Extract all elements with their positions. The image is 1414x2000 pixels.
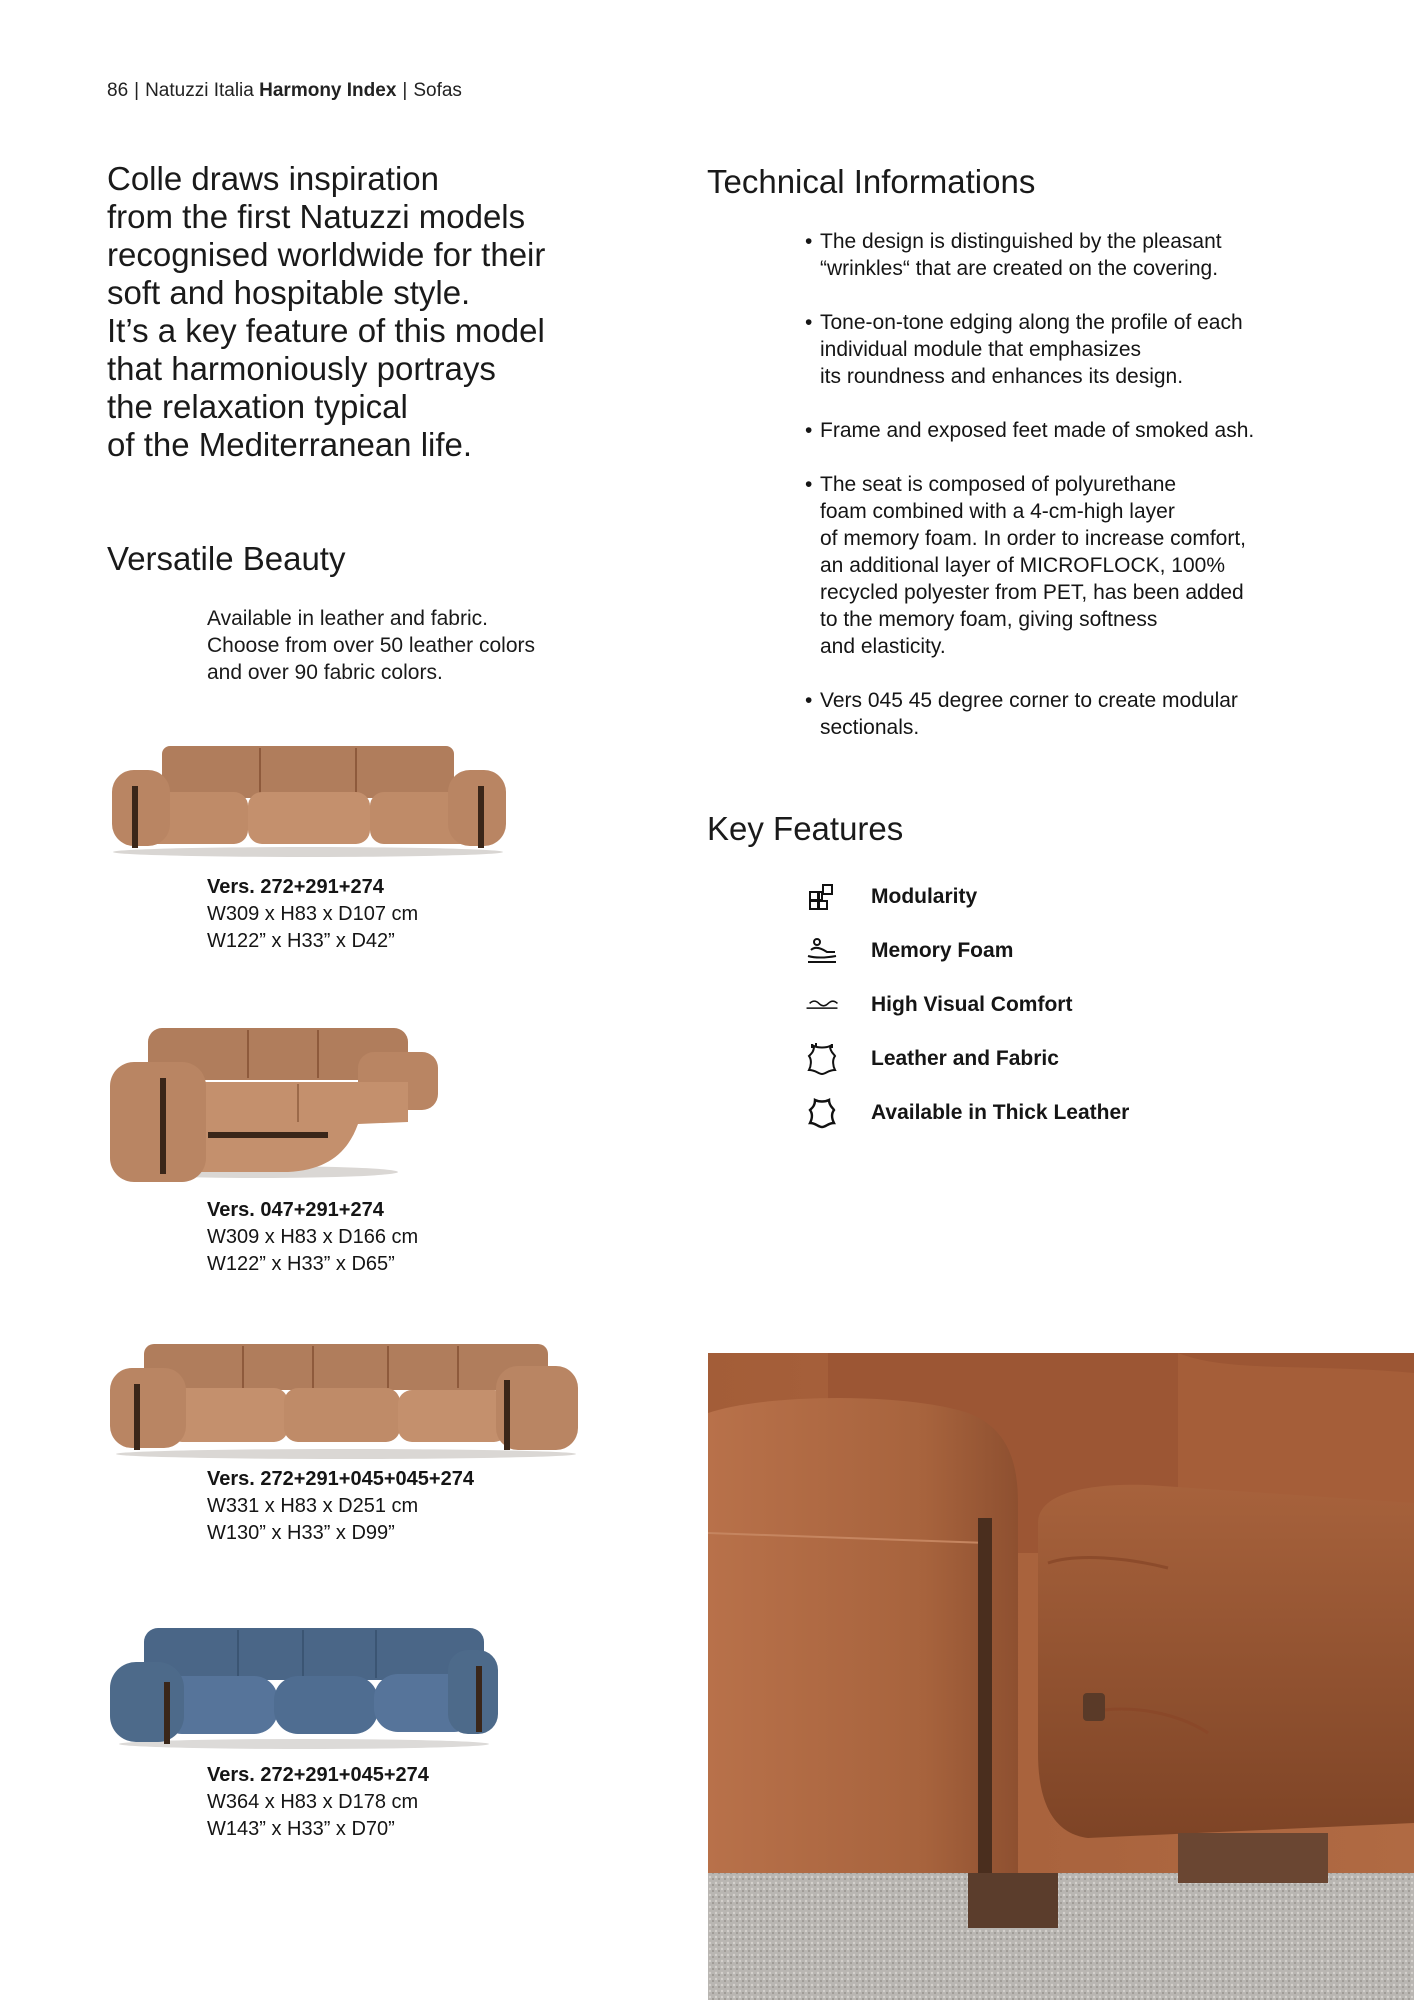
intro-line: Colle draws inspiration bbox=[107, 160, 439, 197]
feature-label: Modularity bbox=[871, 885, 978, 908]
bullet-line: of memory foam. In order to increase comfort, bbox=[820, 527, 1246, 550]
leather-fabric-icon bbox=[805, 1042, 839, 1076]
publication-name: Harmony Index bbox=[259, 80, 397, 101]
version-dimensions-metric: W309 x H83 x D166 cm bbox=[207, 1226, 419, 1248]
bullet-line: • The seat is composed of polyurethane bbox=[820, 473, 1177, 496]
feature-label: Leather and Fabric bbox=[871, 1047, 1059, 1070]
version-dimensions-imperial: W130” x H33” x D99” bbox=[207, 1522, 395, 1544]
feature-item bbox=[805, 1032, 1129, 1086]
feature-label: Available in Thick Leather bbox=[871, 1101, 1130, 1124]
version-title: Vers. 047+291+274 bbox=[207, 1199, 384, 1221]
visual-comfort-icon bbox=[805, 988, 839, 1022]
bullet-line: and elasticity. bbox=[820, 635, 946, 658]
feature-item bbox=[805, 978, 1129, 1032]
version-spec-2 bbox=[207, 1197, 418, 1278]
technical-bullet bbox=[805, 687, 1285, 741]
version-dimensions-imperial: W143” x H33” x D70” bbox=[207, 1818, 395, 1840]
technical-bullet bbox=[805, 471, 1285, 660]
page-number: 86 bbox=[107, 80, 129, 101]
version-dimensions-imperial: W122” x H33” x D42” bbox=[207, 930, 395, 952]
bullet-line: recycled polyester from PET, has been added bbox=[820, 581, 1244, 604]
modularity-icon bbox=[805, 880, 839, 914]
memory-foam-icon bbox=[805, 934, 839, 968]
bullet-line: • The design is distinguished by the pleasant bbox=[820, 230, 1222, 253]
intro-line: of the Mediterranean life. bbox=[107, 426, 473, 463]
key-features-list bbox=[805, 870, 1129, 1140]
version-title: Vers. 272+291+045+274 bbox=[207, 1764, 429, 1786]
versatile-text bbox=[207, 605, 535, 686]
version-spec-4 bbox=[207, 1762, 429, 1843]
key-features-title: Key Features bbox=[707, 810, 904, 847]
intro-text bbox=[107, 160, 667, 464]
sofa-image-blue-fabric bbox=[108, 1622, 500, 1752]
version-spec-3 bbox=[207, 1466, 474, 1547]
sofa-image-chaise bbox=[108, 1022, 448, 1182]
intro-line: the relaxation typical bbox=[107, 388, 408, 425]
section-name: Sofas bbox=[413, 80, 462, 101]
feature-item bbox=[805, 1086, 1129, 1140]
feature-label: Memory Foam bbox=[871, 939, 1014, 962]
feature-item bbox=[805, 870, 1129, 924]
sofa-closeup-photo bbox=[708, 1353, 1414, 2000]
brand-name: Natuzzi Italia bbox=[145, 80, 254, 101]
intro-line: that harmoniously portrays bbox=[107, 350, 496, 387]
sofa-image-straight bbox=[108, 740, 508, 860]
thick-leather-icon bbox=[805, 1096, 839, 1130]
bullet-line: • Vers 045 45 degree corner to create modular bbox=[820, 689, 1238, 712]
feature-label: High Visual Comfort bbox=[871, 993, 1073, 1016]
versatile-title: Versatile Beauty bbox=[107, 540, 346, 577]
version-spec-1 bbox=[207, 874, 418, 955]
technical-title: Technical Informations bbox=[707, 163, 1036, 200]
technical-bullet bbox=[805, 228, 1285, 282]
technical-list bbox=[805, 228, 1285, 768]
intro-line: recognised worldwide for their bbox=[107, 236, 546, 273]
intro-line: It’s a key feature of this model bbox=[107, 312, 545, 349]
bullet-line: • Frame and exposed feet made of smoked ash. bbox=[820, 419, 1255, 442]
bullet-line: “wrinkles“ that are created on the covering. bbox=[820, 257, 1219, 280]
technical-bullet bbox=[805, 309, 1285, 390]
version-dimensions-imperial: W122” x H33” x D65” bbox=[207, 1253, 395, 1275]
bullet-line: individual module that emphasizes bbox=[820, 338, 1142, 361]
versatile-line: Choose from over 50 leather colors bbox=[207, 634, 535, 657]
intro-line: from the first Natuzzi models bbox=[107, 198, 526, 235]
page-header: 86 | Natuzzi Italia Harmony Index | Sofas bbox=[107, 80, 462, 101]
technical-bullet bbox=[805, 417, 1285, 444]
bullet-line: sectionals. bbox=[820, 716, 920, 739]
version-title: Vers. 272+291+045+045+274 bbox=[207, 1468, 474, 1490]
intro-line: soft and hospitable style. bbox=[107, 274, 471, 311]
feature-item bbox=[805, 924, 1129, 978]
bullet-line: its roundness and enhances its design. bbox=[820, 365, 1184, 388]
sofa-image-corner-sectional bbox=[108, 1340, 584, 1460]
versatile-line: Available in leather and fabric. bbox=[207, 607, 488, 630]
version-dimensions-metric: W331 x H83 x D251 cm bbox=[207, 1495, 419, 1517]
versatile-line: and over 90 fabric colors. bbox=[207, 661, 443, 684]
bullet-line: foam combined with a 4-cm-high layer bbox=[820, 500, 1175, 523]
version-title: Vers. 272+291+274 bbox=[207, 876, 384, 898]
bullet-line: an additional layer of MICROFLOCK, 100% bbox=[820, 554, 1226, 577]
bullet-line: to the memory foam, giving softness bbox=[820, 608, 1158, 631]
version-dimensions-metric: W364 x H83 x D178 cm bbox=[207, 1791, 419, 1813]
version-dimensions-metric: W309 x H83 x D107 cm bbox=[207, 903, 419, 925]
bullet-line: • Tone-on-tone edging along the profile of each bbox=[820, 311, 1243, 334]
sofa-closeup-illustration bbox=[708, 1353, 1414, 2000]
